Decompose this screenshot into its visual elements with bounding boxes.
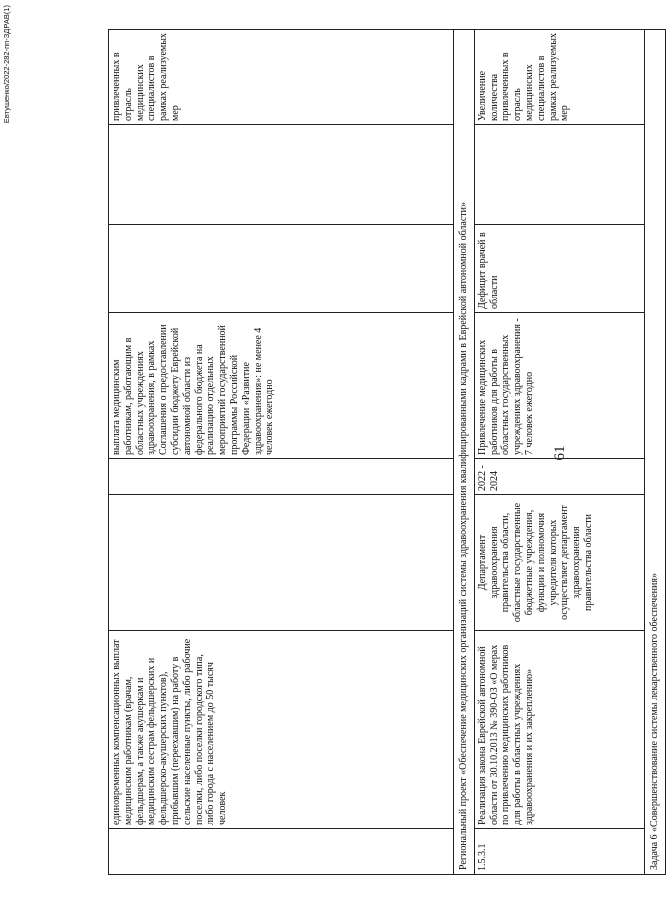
cell-problem [109, 225, 454, 313]
cell-empty [474, 125, 644, 225]
cell-empty [109, 125, 454, 225]
footer-code: Евтушенко/2022-282-пп-ЗДРАВ(1) [2, 5, 11, 124]
cell-period: 2022 - 2024 [474, 459, 644, 495]
table-row [454, 30, 475, 875]
cell-description: Реализация закона Еврейской автономной области от 30.10.2013 № 390-ОЗ «О мерах по привлечению медицинских работников для работы в областных учреждениях здравоохранения и их закреплению» [474, 631, 644, 829]
table-row [109, 30, 454, 875]
table-row [644, 30, 665, 875]
cell-effect: Увеличение количества привлеченных в отрасль медицинских специалистов в рамках реализуемых мер [474, 30, 644, 125]
cell-executor [109, 495, 454, 631]
cell-problem: Дефицит врачей в области [474, 225, 644, 313]
task-heading: Задача 6 «Совершенствование системы лекарственного обеспечения» [644, 30, 665, 875]
table-row [474, 30, 644, 875]
cell-description: единовременных компенсационных выплат медицинским работникам (врачам, фельдшерам, а также акушеркам и медицинским сестрам фельдшерских и фельдшерско-акушерских пунктов), прибывшим (переехавшим) на работу в сельские населенные пункты, либо рабочие поселки, либо поселки городского типа, либо города с населением до 50 тысяч человек [109, 631, 454, 829]
cell-number [109, 829, 454, 875]
cell-indicator: выплата медицинским работникам, работающим в областных учреждениях здравоохранения, в рамках Соглашения о предоставлении субсидии бюджету Еврейской автономной области из федерального бюджета на реализацию отдельных мероприятий государственной программы Российской Федерации «Развитие здравоохранения»: не менее 4 человек ежегодно [109, 313, 454, 459]
cell-effect: привлеченных в отрасль медицинских специалистов в рамках реализуемых мер [109, 30, 454, 125]
regional-project-heading: Региональный проект «Обеспечение медицинских организаций системы здравоохранения квалифицированными кадрами в Еврейской автономной области» [454, 30, 475, 875]
measures-table [108, 29, 666, 875]
cell-number: 1.5.3.1 [474, 829, 644, 875]
page-number: 61 [552, 445, 568, 461]
cell-period [109, 459, 454, 495]
cell-indicator: Привлечение медицинских работников для работы в областных государственных учреждениях здравоохранения - 7 человек ежегодно [474, 313, 644, 459]
cell-executor: Департамент здравоохранения правительства области, областные государственные бюджетные учреждения, функции и полномочия учредителя которых осуществляет департамент здравоохранения правительства области [474, 495, 644, 631]
